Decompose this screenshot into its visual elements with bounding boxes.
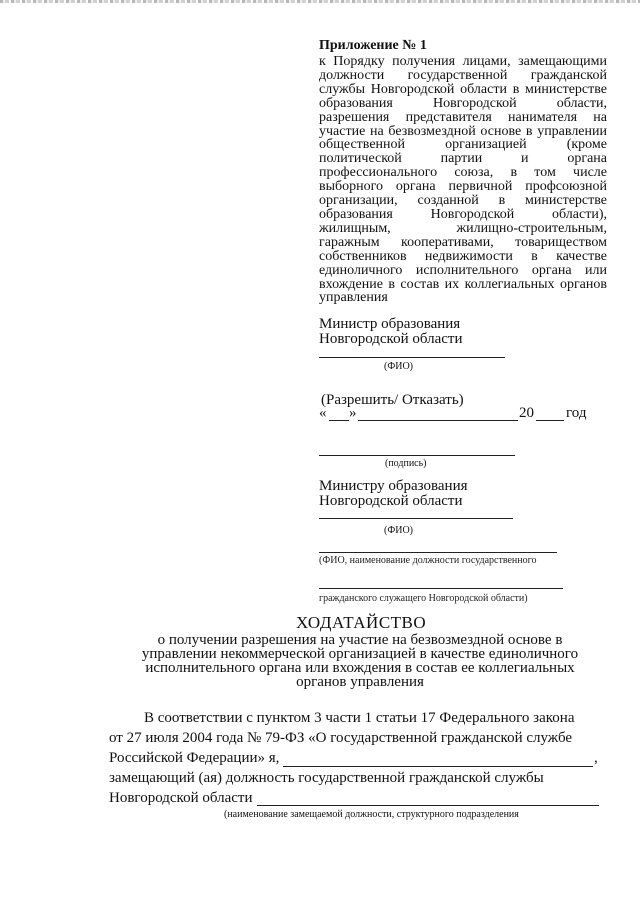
appendix-subject: к Порядку получения лицами, замещающими должности государственной гражданской службы Новгородской области в министерстве образования Новгородской области, разрешения представителя нанимателя на участие на безвозмездной основе в управлении общественной организацией (кроме политической партии и органа профессионального союза, в том числе выборного органа первичной профсоюзной организации, созданной в министерстве образования Новгородской области), жилищным, жилищно-строительным, гаражным кооперативами, товариществом собственников недвижимости в качестве единоличного исполнительного органа или вхождение в состав их коллегиальных органов управления [319,54,607,306]
scan-artifact [0,0,640,3]
date-year-prefix: 20 [519,405,534,421]
body-line-3-start: Российской Федерации» я, [109,750,280,766]
date-year-line[interactable] [536,420,564,421]
name-fill-line[interactable] [283,766,593,767]
addressee-line2: Новгородской области [319,493,463,509]
petition-subtitle: о получении разрешения на участие на безвозмездной основе в управлении некоммерческой организацией в качестве единоличного исполнительного органа или вхождения в состав ее коллегиальных органов управления [141,632,579,690]
decision-label: (Разрешить/ Отказать) [321,392,464,408]
signature-line[interactable] [319,455,515,456]
date-year-suffix: год [566,405,587,421]
position-fill-line[interactable] [257,805,599,806]
body-line-2: от 27 июля 2004 года № 79-ФЗ «О государственной гражданской службе [109,730,573,746]
from-caption-1: (ФИО, наименование должности государственного [319,555,537,566]
addressee-fio-line[interactable] [319,518,513,519]
minister-title-line2: Новгородской области [319,331,463,347]
minister-fio-caption: (ФИО) [384,361,414,372]
from-caption-2: гражданского служащего Новгородской области) [319,593,528,604]
petition-heading: ХОДАТАЙСТВО [296,613,427,632]
date-open-quote: « [319,405,327,421]
date-day-line[interactable] [329,420,349,421]
body-line-1: В соответствии с пунктом 3 части 1 статьи 17 Федерального закона [144,710,575,726]
minister-fio-line[interactable] [319,357,505,358]
from-line-2[interactable] [319,588,563,589]
appendix-title: Приложение № 1 [319,38,427,53]
position-caption: (наименование замещаемой должности, структурного подразделения [224,809,519,820]
minister-title-line1: Министр образования [319,316,461,332]
from-line-1[interactable] [319,552,557,553]
addressee-fio-caption: (ФИО) [384,525,414,536]
date-close-quote: » [349,405,357,421]
body-line-4: замещающий (ая) должность государственной гражданской службы [109,770,544,786]
date-month-line[interactable] [358,420,518,421]
signature-caption: (подпись) [385,458,427,469]
body-line-5-start: Новгородской области [109,790,253,806]
body-line-3-end: , [594,750,598,766]
addressee-line1: Министру образования [319,478,468,494]
